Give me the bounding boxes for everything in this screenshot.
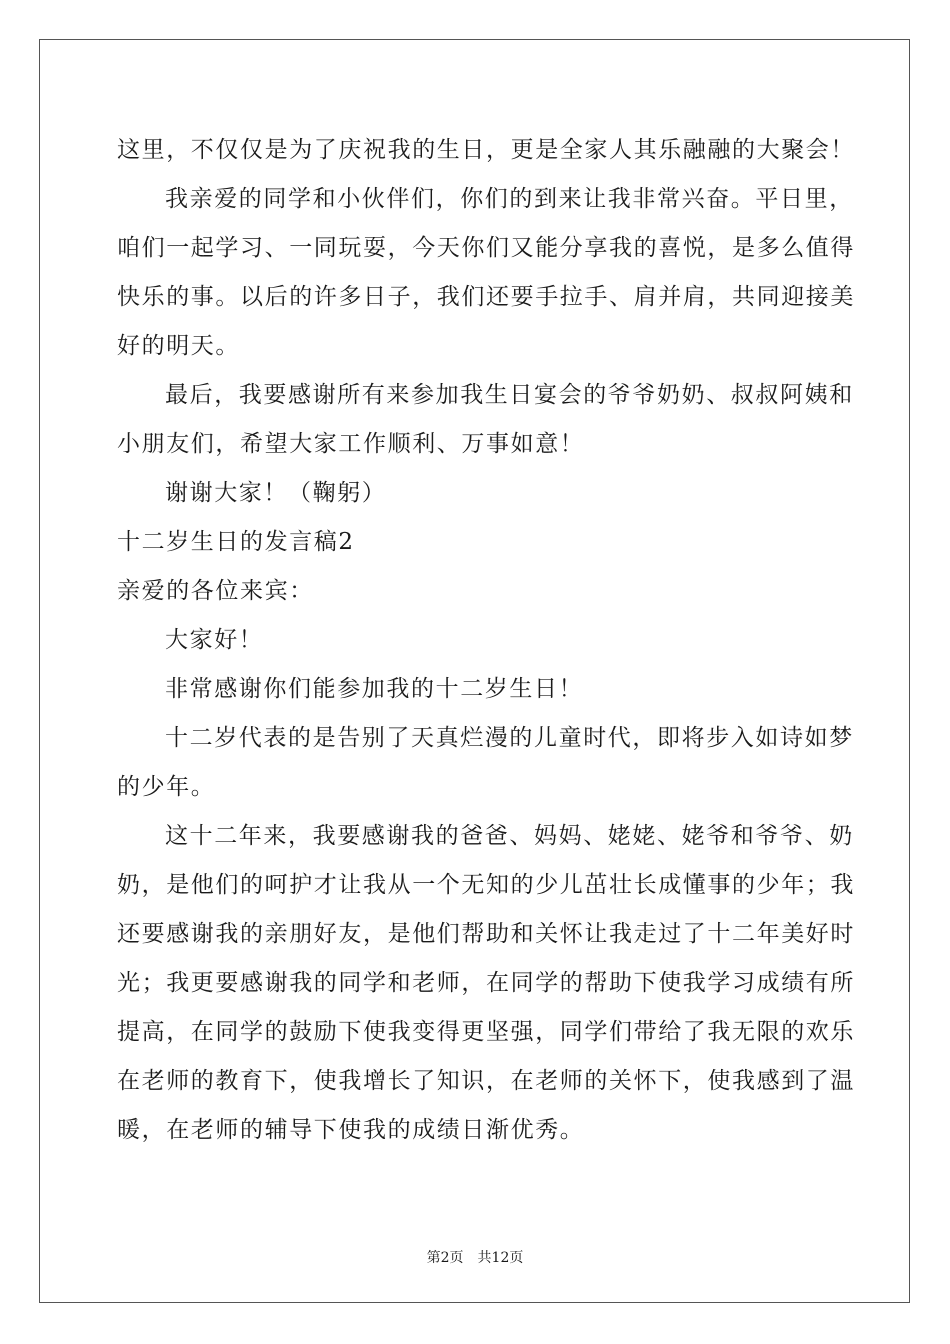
text-line: 这里，不仅仅是为了庆祝我的生日，更是全家人其乐融融的大聚会！ xyxy=(117,137,855,163)
page-number: 第2页 xyxy=(426,1250,464,1266)
text-line: 提高，在同学的鼓励下使我变得更坚强，同学们带给了我无限的欢乐 xyxy=(117,1019,855,1045)
text-line: 这十二年来，我要感谢我的爸爸、妈妈、姥姥、姥爷和爷爷、奶 xyxy=(165,823,854,849)
text-line: 的少年。 xyxy=(117,774,216,800)
text-line: 暖，在老师的辅导下使我的成绩日渐优秀。 xyxy=(117,1117,585,1143)
text-line: 小朋友们，希望大家工作顺利、万事如意！ xyxy=(117,431,585,457)
page-total: 共12页 xyxy=(477,1250,524,1266)
text-line: 奶，是他们的呵护才让我从一个无知的少儿茁壮长成懂事的少年；我 xyxy=(117,872,855,898)
text-line: 十二岁代表的是告别了天真烂漫的儿童时代，即将步入如诗如梦 xyxy=(165,725,854,751)
text-line: 我亲爱的同学和小伙伴们，你们的到来让我非常兴奋。平日里， xyxy=(165,186,854,212)
text-line: 最后，我要感谢所有来参加我生日宴会的爷爷奶奶、叔叔阿姨和 xyxy=(165,382,854,408)
document-body xyxy=(117,126,855,1155)
page-footer xyxy=(0,1247,950,1267)
text-line: 大家好！ xyxy=(165,627,264,653)
text-line: 还要感谢我的亲朋好友，是他们帮助和关怀让我走过了十二年美好时 xyxy=(117,921,855,947)
text-line: 好的明天。 xyxy=(117,333,240,359)
text-line: 谢谢大家！（鞠躬） xyxy=(165,480,387,506)
text-line: 在老师的教育下，使我增长了知识，在老师的关怀下，使我感到了温 xyxy=(117,1068,855,1094)
text-line: 十二岁生日的发言稿2 xyxy=(117,529,355,555)
text-line: 非常感谢你们能参加我的十二岁生日！ xyxy=(165,676,584,702)
text-line: 光；我更要感谢我的同学和老师，在同学的帮助下使我学习成绩有所 xyxy=(117,970,855,996)
text-line: 快乐的事。以后的许多日子，我们还要手拉手、肩并肩，共同迎接美 xyxy=(117,284,855,310)
text-line: 亲爱的各位来宾： xyxy=(117,578,314,604)
text-line: 咱们一起学习、一同玩耍，今天你们又能分享我的喜悦，是多么值得 xyxy=(117,235,855,261)
